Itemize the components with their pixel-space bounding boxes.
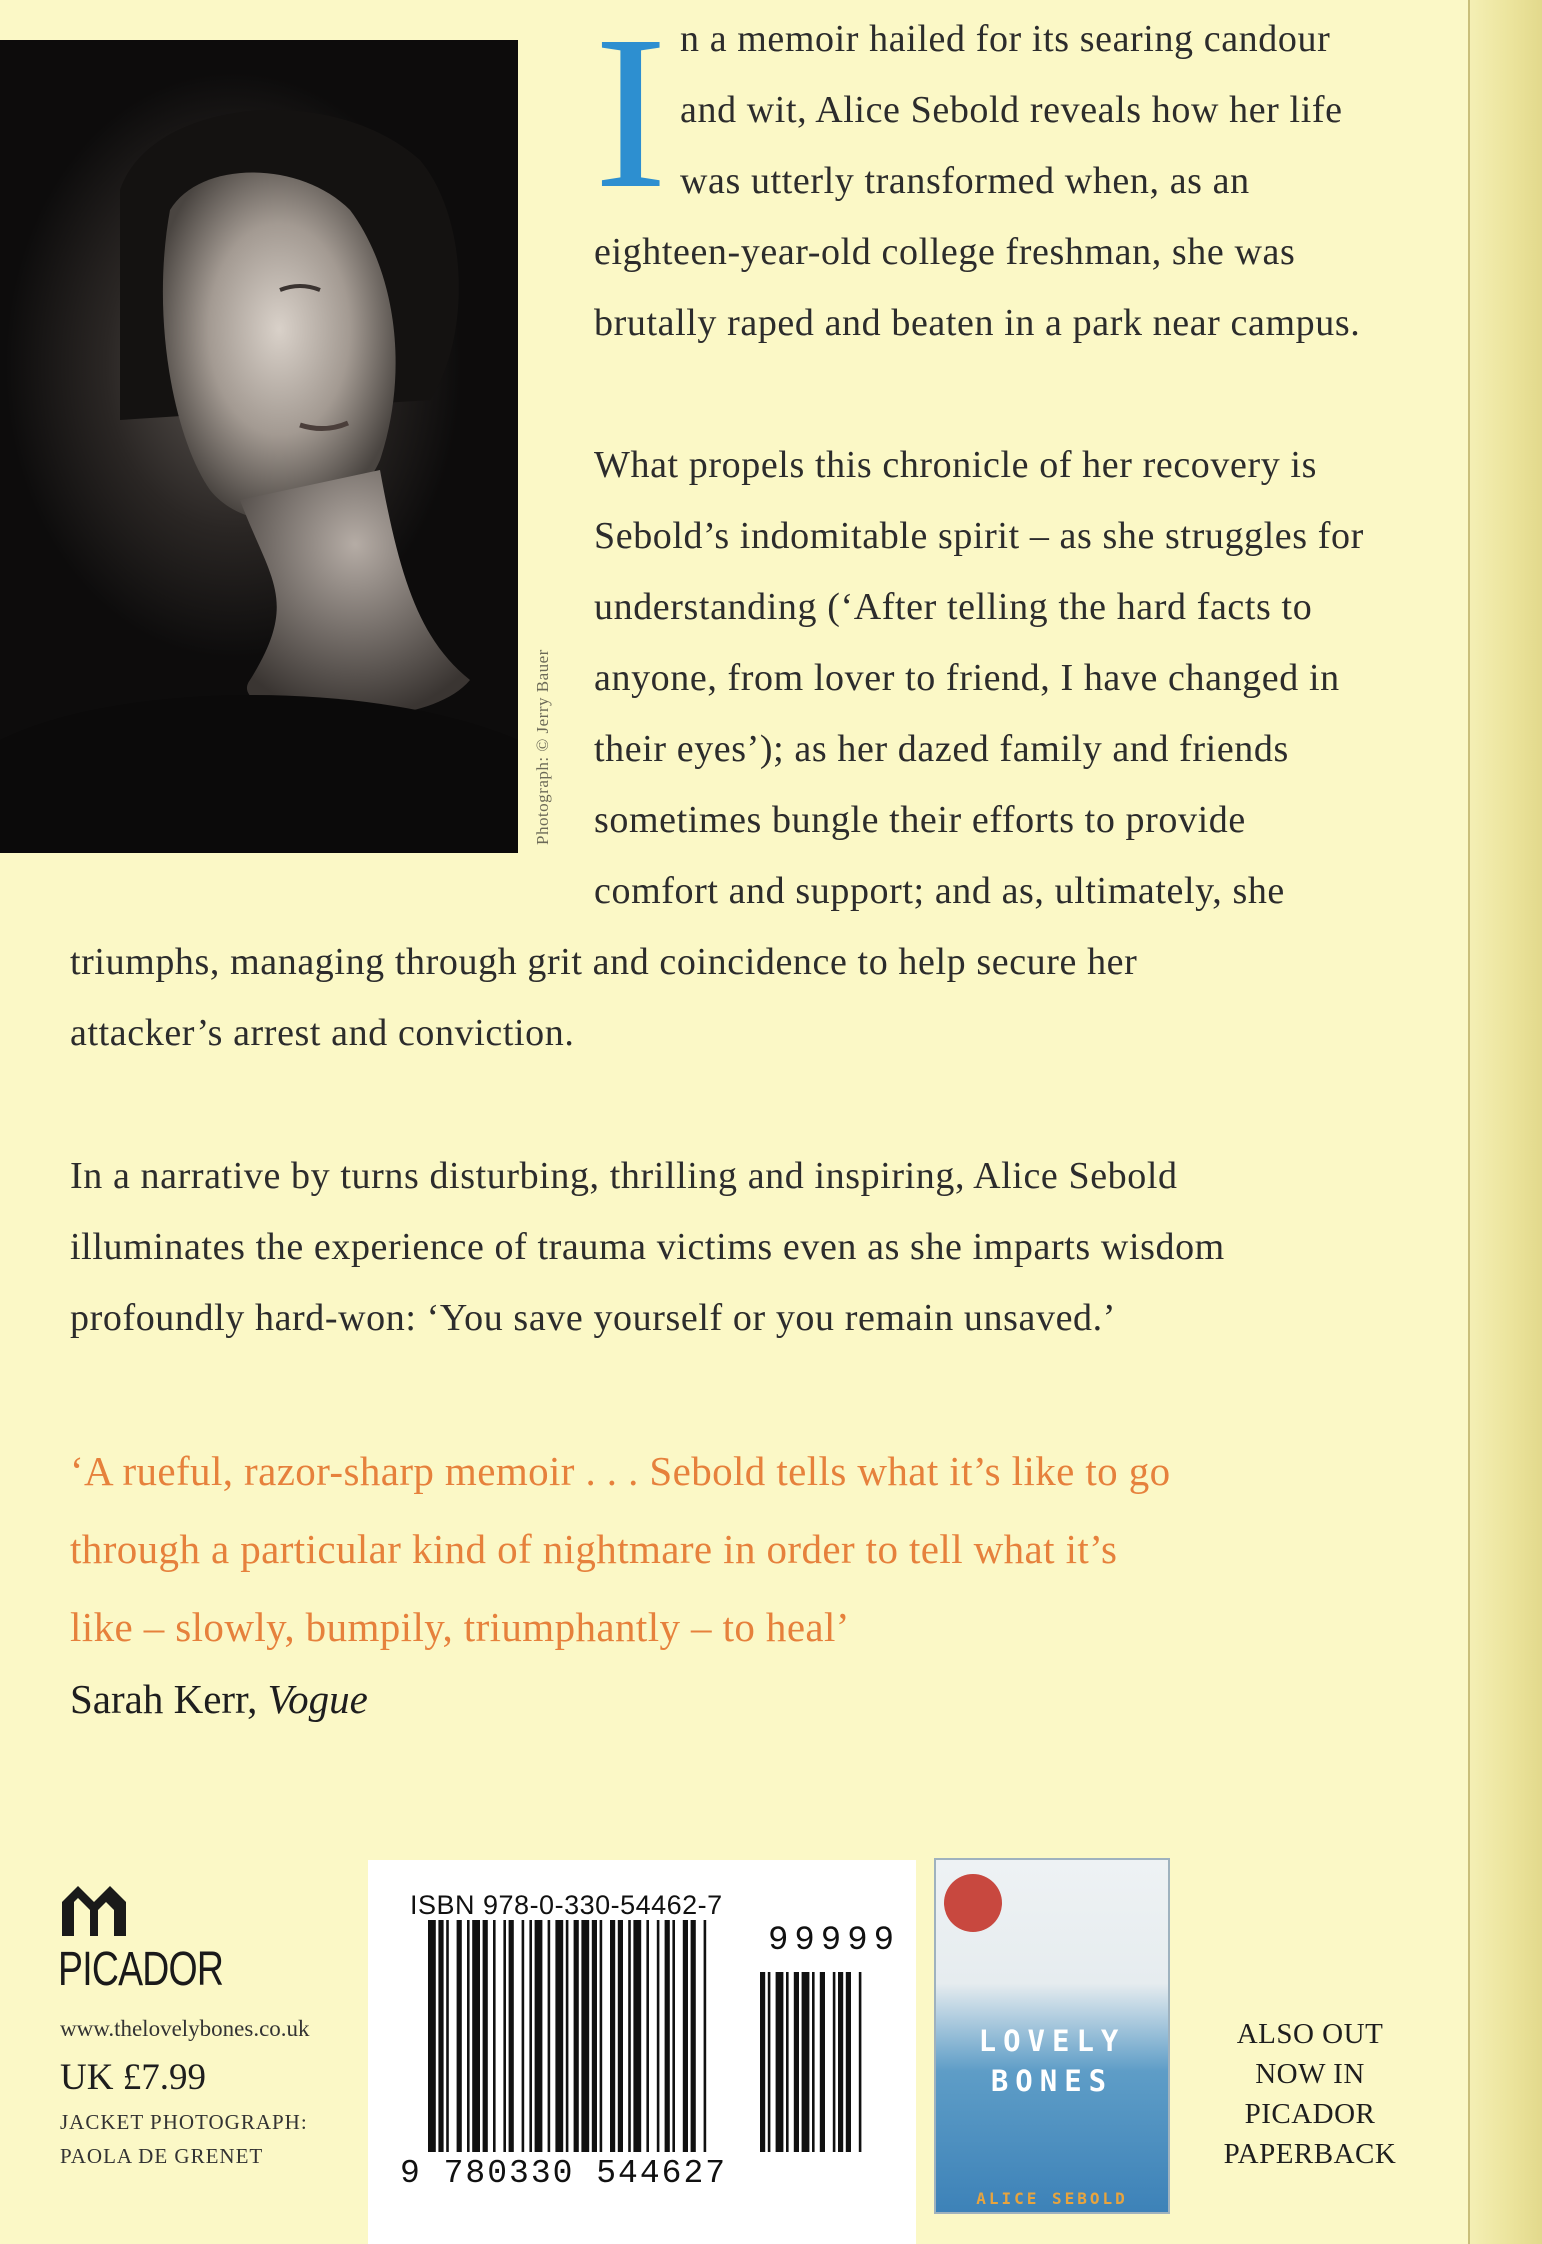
body-line: illuminates the experience of trauma victims even as she imparts wisdom: [70, 1226, 1225, 1268]
barcode-bar: [628, 1920, 631, 2152]
intro-line: was utterly transformed when, as an: [680, 160, 1250, 202]
body-line: their eyes’); as her dazed family and friends: [594, 728, 1289, 770]
jacket-credit-name: PAOLA DE GRENET: [60, 2144, 264, 2168]
review-publication: Vogue: [267, 1676, 368, 1722]
addon-bar: [812, 1972, 815, 2152]
addon-bar: [802, 1972, 810, 2152]
barcode-bar: [548, 1920, 551, 2152]
website-url[interactable]: www.thelovelybones.co.uk: [60, 2016, 310, 2041]
barcode-bar: [522, 1920, 525, 2152]
also-out-notice: [1190, 2014, 1430, 2174]
body-line: attacker’s arrest and conviction.: [70, 1012, 575, 1054]
barcode-bar: [691, 1920, 696, 2152]
cover-title-line-1: LOVELY: [978, 2024, 1126, 2058]
barcode-bar: [581, 1920, 589, 2152]
drop-cap: I: [594, 0, 668, 234]
cover-badge-icon: [944, 1874, 1002, 1932]
barcode-bar: [574, 1920, 579, 2152]
barcode-bar: [428, 1920, 436, 2152]
addon-bar: [760, 1972, 765, 2152]
barcode-bar: [657, 1920, 660, 2152]
intro-line: eighteen-year-old college freshman, she was: [594, 231, 1296, 273]
body-line: understanding (‘After telling the hard facts to: [594, 586, 1313, 628]
also-out-line: PICADOR: [1244, 2098, 1376, 2130]
barcode-bar: [646, 1920, 649, 2152]
barcode-bar: [483, 1920, 488, 2152]
addon-bar: [794, 1972, 799, 2152]
barcode-bar: [600, 1920, 603, 2152]
body-line: comfort and support; and as, ultimately, she: [594, 870, 1285, 912]
price-code: 99999: [768, 1922, 901, 1960]
intro-line: and wit, Alice Sebold reveals how her life: [680, 89, 1343, 131]
barcode-bar: [438, 1920, 443, 2152]
author-photo: [0, 40, 518, 853]
review-attribution: [70, 1675, 368, 1723]
barcode-bar: [672, 1920, 675, 2152]
barcode-bar: [457, 1920, 462, 2152]
barcode-bar: [618, 1920, 623, 2152]
barcode-bar: [446, 1920, 449, 2152]
price: UK £7.99: [60, 2057, 206, 2098]
barcode-bar: [566, 1920, 569, 2152]
reviewer-name: Sarah Kerr,: [70, 1676, 258, 1722]
body-line: sometimes bungle their efforts to provide: [594, 799, 1246, 841]
addon-bar: [859, 1972, 862, 2152]
barcode-bar: [633, 1920, 641, 2152]
barcode-bar: [467, 1920, 470, 2152]
body-line: What propels this chronicle of her recovery is: [594, 444, 1317, 486]
barcode-digits: 9 780330 544627: [400, 2155, 728, 2192]
also-out-line: PAPERBACK: [1223, 2138, 1397, 2170]
addon-bar: [838, 1972, 843, 2152]
jacket-credit: JACKET PHOTOGRAPH:: [60, 2110, 308, 2134]
addon-bar: [846, 1972, 851, 2152]
cover-title-line-2: BONES: [990, 2064, 1114, 2098]
barcode-bar: [503, 1920, 506, 2152]
barcode-bar: [509, 1920, 514, 2152]
body-line: profoundly hard-won: ‘You save yourself or you remain unsaved.’: [70, 1297, 1117, 1339]
publisher-logo: [58, 1880, 378, 1940]
body-line: triumphs, managing through grit and coincidence to help secure her: [70, 941, 1138, 983]
picador-logo-icon: [58, 1880, 378, 1940]
barcode-bar: [493, 1920, 496, 2152]
publisher-name: PICADOR: [58, 1943, 224, 1996]
photo-credit: Photograph: © Jerry Bauer: [533, 649, 552, 845]
addon-bar: [776, 1972, 784, 2152]
barcode-bar: [683, 1920, 688, 2152]
barcode-bar: [704, 1920, 707, 2152]
intro-line: n a memoir hailed for its searing candour: [680, 18, 1331, 60]
barcode-bar: [555, 1920, 563, 2152]
intro-line: brutally raped and beaten in a park near campus.: [594, 302, 1361, 344]
cover-author: ALICE SEBOLD: [976, 2189, 1128, 2208]
body-line: Sebold’s indomitable spirit – as she struggles for: [594, 515, 1364, 557]
lovely-bones-cover: [934, 1858, 1170, 2214]
also-out-line: NOW IN: [1255, 2058, 1365, 2090]
body-line: anyone, from lover to friend, I have changed in: [594, 657, 1340, 699]
addon-bar: [786, 1972, 789, 2152]
barcode-bar: [535, 1920, 543, 2152]
barcode-bar: [592, 1920, 597, 2152]
barcode-bar: [529, 1920, 532, 2152]
also-out-line: ALSO OUT: [1236, 2018, 1384, 2050]
review-line: like – slowly, bumpily, triumphantly – to heal’: [70, 1604, 850, 1650]
addon-bar: [833, 1972, 836, 2152]
barcode-bar: [472, 1920, 480, 2152]
spine-edge: [1468, 0, 1542, 2244]
barcode-bar: [665, 1920, 670, 2152]
barcode-bar: [610, 1920, 615, 2152]
review-line: through a particular kind of nightmare in order to tell what it’s: [70, 1526, 1118, 1572]
barcode-panel: [368, 1860, 916, 2244]
addon-bar: [820, 1972, 825, 2152]
body-line: In a narrative by turns disturbing, thrilling and inspiring, Alice Sebold: [70, 1155, 1178, 1197]
addon-bar: [768, 1972, 771, 2152]
isbn-number: ISBN 978-0-330-54462-7: [410, 1890, 723, 1920]
review-line: ‘A rueful, razor-sharp memoir . . . Sebold tells what it’s like to go: [70, 1448, 1171, 1494]
